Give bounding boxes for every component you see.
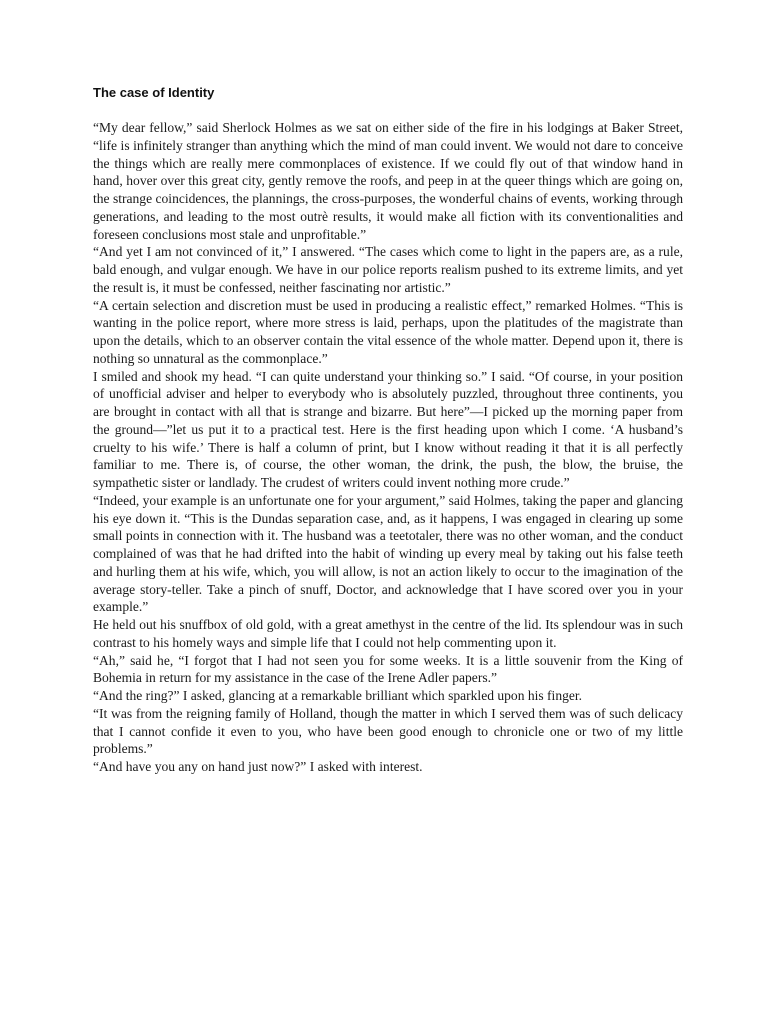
paragraph: “Indeed, your example is an unfortunate one for your argument,” said Holmes, taking the paper and glancing his eye down it. “This is the Dundas separation case, and, as it happens, I was engaged in clearing up some small points in connection with it. The husband was a teetotaler, there was no other woman, and the conduct complained of was that he had drifted into the habit of winding up every meal by taking out his false teeth and hurling them at his wife, which, you will allow, is not an action likely to occur to the imagination of the average story-teller. Take a pinch of snuff, Doctor, and acknowledge that I have scored over you in your example.” (93, 492, 683, 615)
paragraph: He held out his snuffbox of old gold, with a great amethyst in the centre of the lid. Its splendour was in such contrast to his homely ways and simple life that I could not help commenting upon it. (93, 617, 683, 650)
paragraph: “My dear fellow,” said Sherlock Holmes as we sat on either side of the fire in his lodgings at Baker Street, “life is infinitely stranger than anything which the mind of man could invent. We would not dare to conceive the things which are really mere commonplaces of existence. If we could fly out of that window hand in hand, hover over this great city, gently remove the roofs, and peep in at the queer things which are going on, the strange coincidences, the plannings, the cross-purposes, the wonderful chains of events, working through generations, and leading to the most outrè results, it would make all fiction with its conventionalities and foreseen conclusions most stale and unprofitable.” (93, 120, 683, 242)
paragraph: “And yet I am not convinced of it,” I answered. “The cases which come to light in the papers are, as a rule, bald enough, and vulgar enough. We have in our police reports realism pushed to its extreme limits, and yet the result is, it must be confessed, neither fascinating nor artistic.” (93, 244, 683, 295)
document-title: The case of Identity (93, 85, 215, 100)
document-page (93, 84, 683, 776)
paragraph: “A certain selection and discretion must be used in producing a realistic effect,” remarked Holmes. “This is wanting in the police report, where more stress is laid, perhaps, upon the platitudes of the magistrate than upon the details, which to an observer contain the vital essence of the whole matter. Depend upon it, there is nothing so unnatural as the commonplace.” (93, 297, 683, 366)
paragraph: “Ah,” said he, “I forgot that I had not seen you for some weeks. It is a little souvenir from the King of Bohemia in return for my assistance in the case of the Irene Adler papers.” (93, 652, 683, 686)
document-body (93, 119, 683, 776)
paragraph: “And have you any on hand just now?” I asked with interest. (93, 759, 423, 774)
paragraph: “It was from the reigning family of Holland, though the matter in which I served them was of such delicacy that I cannot confide it even to you, who have been good enough to chronicle one or two of my little problems.” (93, 705, 683, 757)
paragraph: “And the ring?” I asked, glancing at a remarkable brilliant which sparkled upon his finger. (93, 688, 583, 703)
paragraph: I smiled and shook my head. “I can quite understand your thinking so.” I said. “Of course, in your position of unofficial adviser and helper to everybody who is absolutely puzzled, throughout three continents, you are brought in contact with all that is strange and bizarre. But here”—I picked up the morning paper from the ground—”let us put it to a practical test. Here is the first heading upon which I come. ‘A husband’s cruelty to his wife.’ There is half a column of print, but I know without reading it that it is all perfectly familiar to me. There is, of course, the other woman, the drink, the push, the blow, the bruise, the sympathetic sister or landlady. The crudest of writers could invent nothing more crude.” (93, 368, 683, 490)
